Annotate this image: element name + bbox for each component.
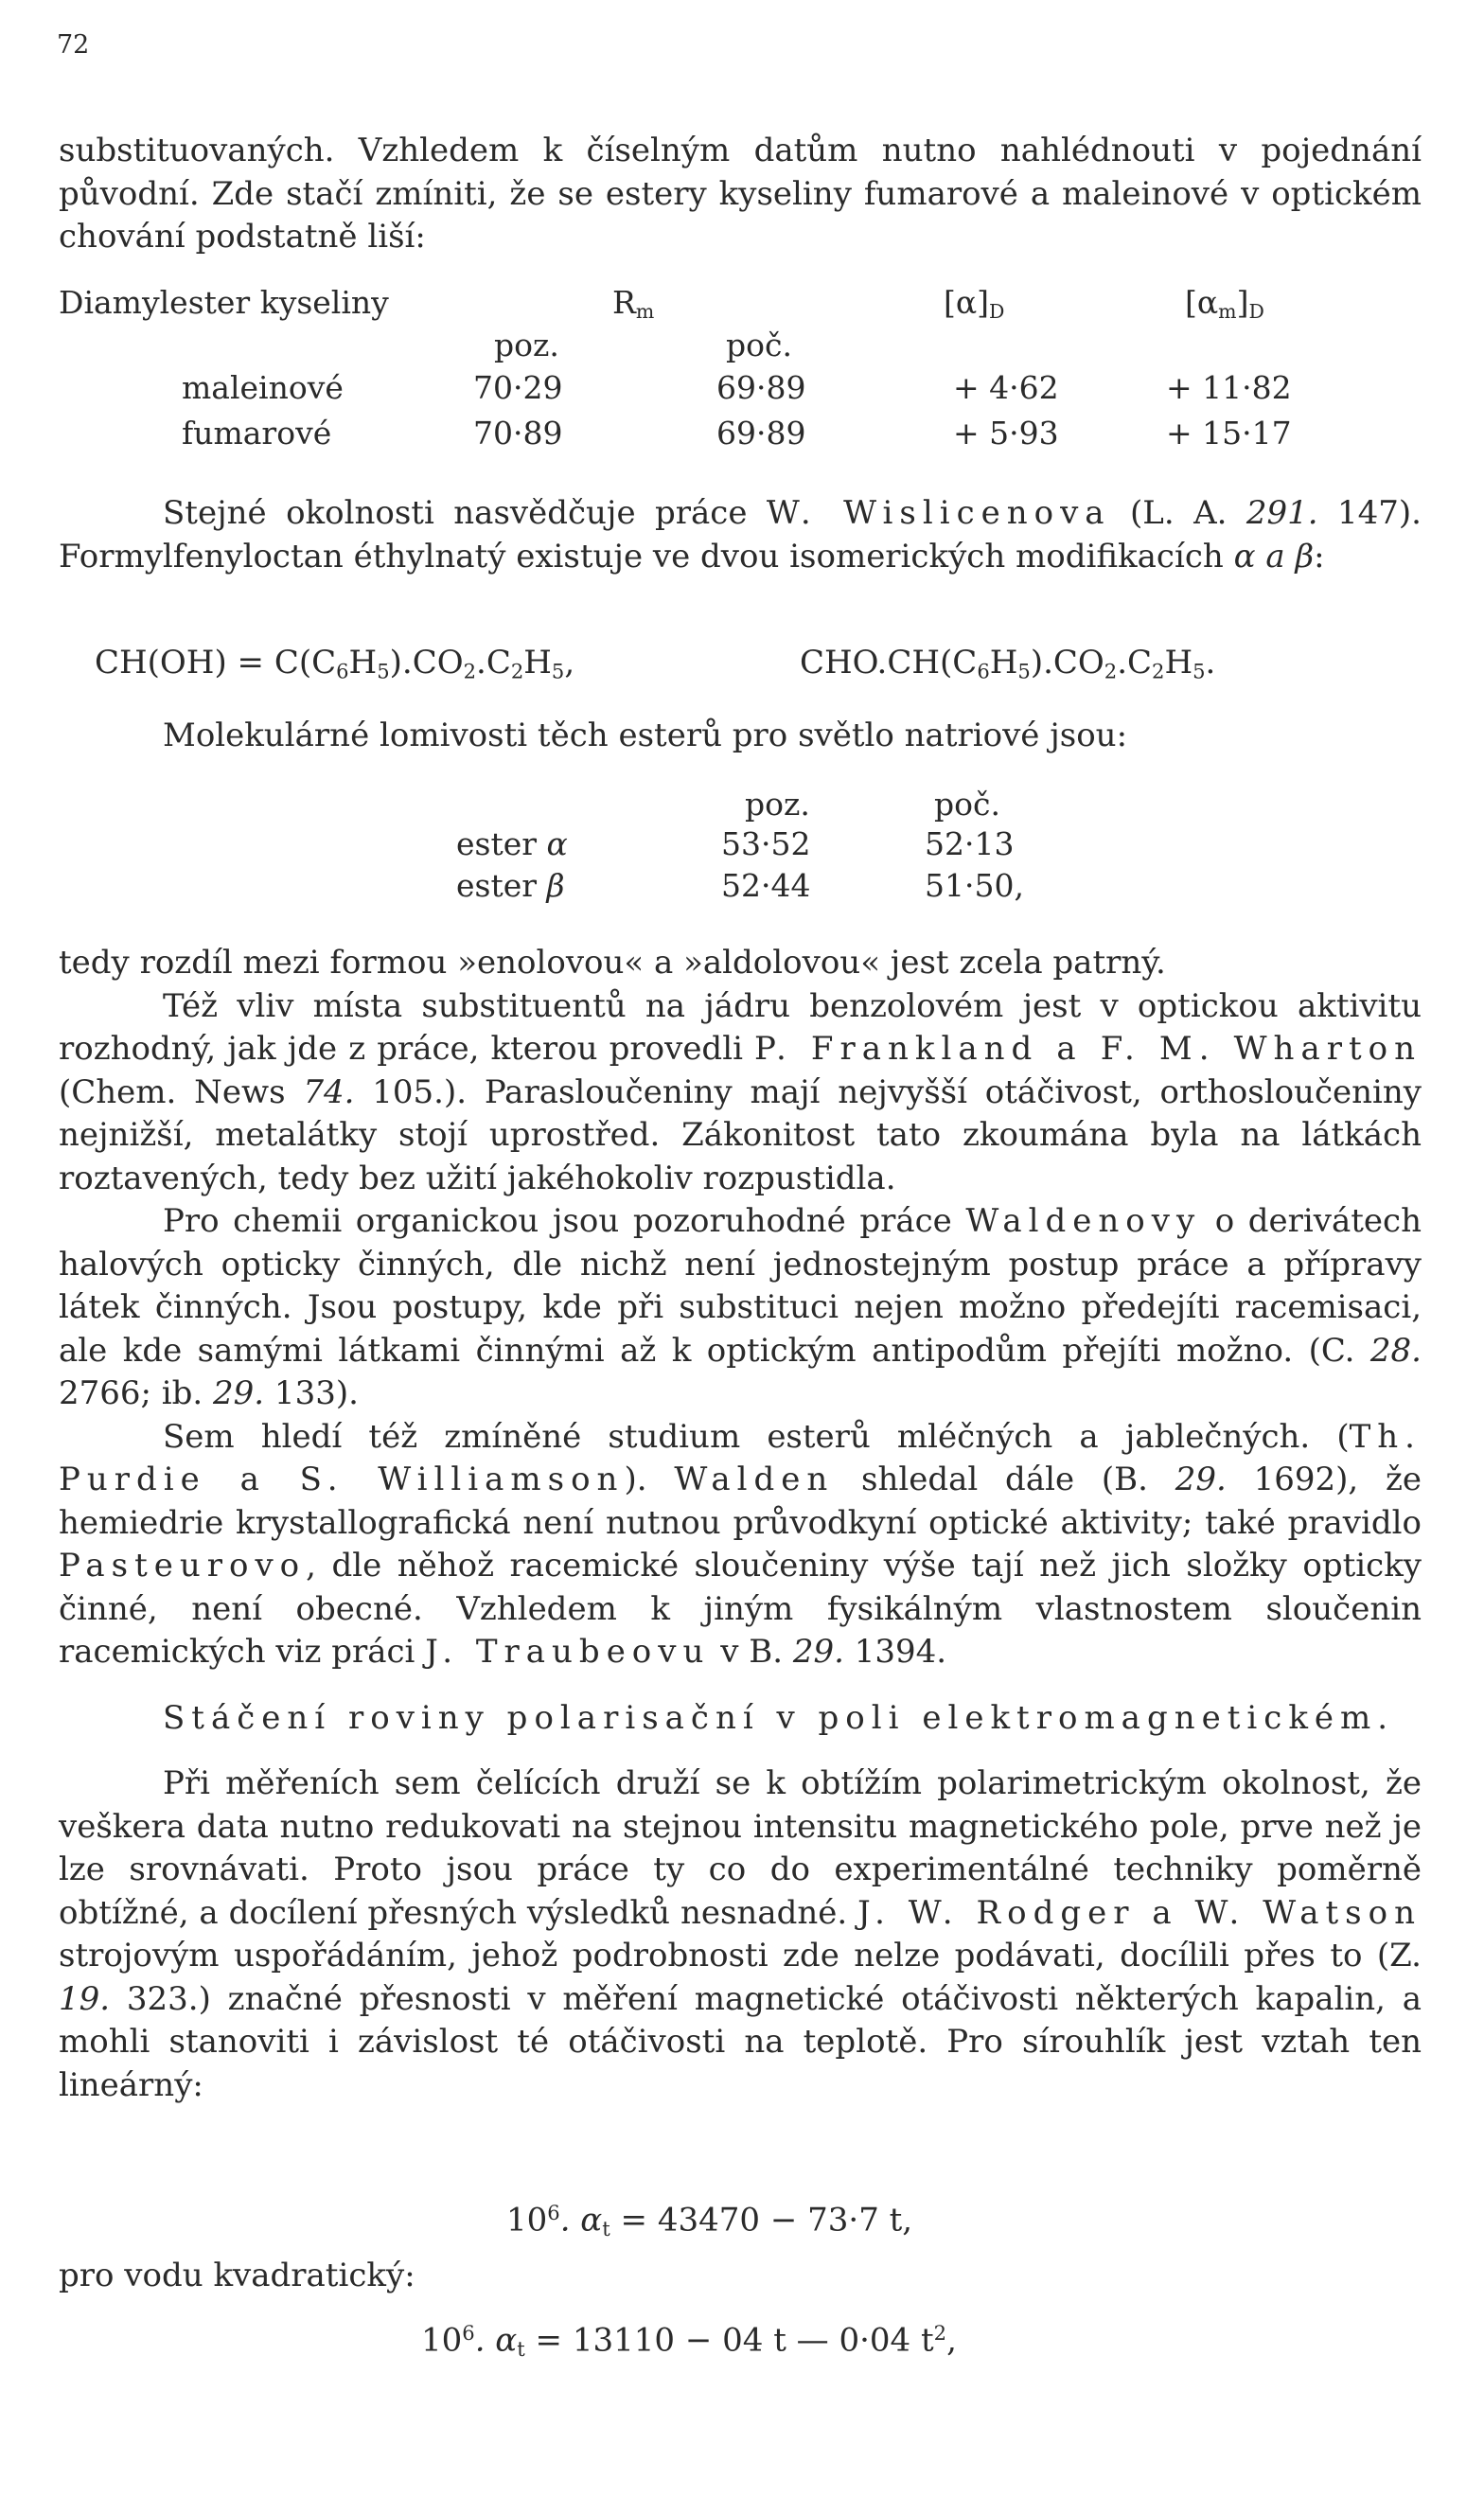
formula-enol: $CH(OH) = C(C_6H_5).CO_2.C_2H_5$, — [95, 644, 575, 683]
volume-number: 28. — [1369, 1331, 1422, 1370]
author-name: P. Frankland a F. M. Wharton — [754, 1030, 1422, 1068]
formula-water: $10^6$. $\alpha_t = 13110 - 04$ t — 0·04 $t^2$, — [421, 2321, 957, 2361]
paragraph-enol-aldol: tedy rozdíl mezi formou »enolovou« a »aldolovou« jest zcela patrný. — [59, 944, 1166, 982]
paragraph-refraction — [59, 715, 1422, 758]
subheader-calc: poč. — [726, 327, 792, 363]
row-name: fumarové — [182, 415, 332, 452]
row-found: 52·44 — [721, 867, 811, 904]
author-name: Walden — [674, 1461, 835, 1498]
paragraph-wislicenus — [59, 492, 1422, 578]
paragraph-text: substituovaných. Vzhledem k číselným datům nutno nahlédnouti v pojednání původní. Zde stačí zmíniti, že se estery kyseliny fumarové a maleinové v optickém chování podstatně liší: — [59, 132, 1422, 256]
diamylester-table — [59, 284, 1422, 473]
formula-aldol: $CHO.CH(C_6H_5).CO_2.C_2H_5$. — [800, 644, 1216, 683]
subheader-found: poz. — [494, 327, 559, 363]
refraction-table — [59, 786, 1422, 909]
volume-number: 29. — [1175, 1461, 1227, 1498]
column-header-alpha: $[\alpha]_D$ — [944, 284, 1005, 324]
row-calc: 52·13 — [925, 825, 1015, 862]
subheader-found: poz. — [745, 786, 810, 823]
volume-number: 74. — [303, 1072, 355, 1111]
row-found: 70·29 — [473, 369, 563, 406]
row-found: 70·89 — [473, 415, 563, 452]
table-row-header-label: Diamylester kyseliny — [59, 284, 389, 321]
row-calc: 51·50, — [925, 867, 1024, 904]
paragraph-text: pro vodu kvadratický: — [59, 2257, 415, 2294]
paragraph-water — [59, 2255, 1422, 2298]
text-flow — [59, 942, 1422, 2107]
row-name: ester β — [456, 867, 565, 904]
author-name: Pasteurovo — [59, 1547, 307, 1585]
author-name: J. Traubeovu — [425, 1633, 711, 1671]
volume-number: 291. — [1246, 494, 1318, 532]
formula-enol-aldol — [95, 644, 574, 682]
author-name: J. W. Rodger a W. Watson — [857, 1893, 1422, 1932]
paragraph-intro — [59, 130, 1422, 259]
page-number: 72 — [57, 30, 90, 60]
row-calc: 69·89 — [716, 369, 806, 406]
formula-carbon-disulfide: $10^6$. $\alpha_t = 43470 - 73\cdot 7$ t, — [506, 2201, 913, 2240]
author-name: Waldenovy — [965, 1202, 1202, 1240]
section-heading: Stáčení roviny polarisační v poli elektromagnetickém. — [163, 1698, 1395, 1737]
row-found: 53·52 — [721, 825, 811, 862]
row-alpha-m: + 15·17 — [1166, 415, 1292, 452]
paragraph-purdie: Sem hledí též zmíněné studium esterů mléčných a jablečných. (Th. Purdie a S. Williamson). Walden shledal dále (B. 29. 1692), že hemiedrie krystallografická není nutnou průvodkyní optické aktivity; také pravidlo Pasteurovo, dle něhož racemické sloučeniny výše tají než jich složky opticky činné, není obecné. Vzhledem k jiným fysikálným vlastnostem sloučenin racemických viz práci J. Traubeovu v B. 29. 1394. — [59, 1417, 1422, 1671]
subheader-calc: poč. — [934, 786, 1000, 823]
volume-number: 29. — [213, 1374, 265, 1412]
paragraph-walden: Pro chemii organickou jsou pozoruhodné práce Waldenovy o derivátech halových opticky činných, dle nichž není jednostejným postup práce a přípravy látek činných. Jsou postupy, kde při substituci nejen možno předejíti racemisaci, ale kde samými látkami činnými až k optickým antipodům přejíti možno. (C. 28. 2766; ib. 29. 133). — [59, 1202, 1422, 1412]
row-alpha: + 5·93 — [953, 415, 1059, 452]
author-name: W. Wislicenova — [766, 494, 1111, 532]
paragraph-text: Stejné okolnosti nasvědčuje práce W. Wislicenova (L. A. 291. 147). Formylfenyloctan éthylnatý existuje ve dvou isomerických modifikacích α a β: — [59, 494, 1422, 576]
row-alpha: + 4·62 — [953, 369, 1059, 406]
author-name: Th. Purdie a S. Williamson — [59, 1417, 1422, 1498]
volume-number: 19. — [59, 1979, 111, 2018]
paragraph-text: Molekulárné lomivosti těch esterů pro světlo natriové jsou: — [163, 717, 1128, 754]
row-alpha-m: + 11·82 — [1166, 369, 1292, 406]
volume-number: 29. — [792, 1633, 844, 1671]
column-header-rm: $R_m$ — [612, 284, 655, 324]
paragraph-frankland: Též vliv místa substituentů na jádru benzolovém jest v optickou aktivitu rozhodný, jak jde z práce, kterou provedli P. Frankland a F. M. Wharton (Chem. News 74. 105.). Parasloučeniny mají nejvyšší otáčivost, orthosloučeniny nejnižší, metalátky stojí uprostřed. Zákonitost tato zkoumána byla na látkách roztavených, tedy bez užití jakéhokoliv rozpustidla. — [59, 986, 1422, 1197]
row-calc: 69·89 — [716, 415, 806, 452]
paragraph-rodger: Při měřeních sem čelících druží se k obtížím polarimetrickým okolnost, že veškera data nutno redukovati na stejnou intensitu magnetického pole, prve než je lze srovnávati. Proto jsou práce ty co do experimentálné techniky poměrně obtížné, a docílení přesných výsledků nesnadné. J. W. Rodger a W. Watson strojovým uspořádáním, jehož podrobnosti zde nelze podávati, docílili přes to (Z. 19. 323.) značné přesnosti v měření magnetické otáčivosti některých kapalin, a mohli stanoviti i závislost té otáčivosti na teplotě. Pro sírouhlík jest vztah ten lineárný: — [59, 1764, 1422, 2104]
row-name: ester α — [456, 825, 568, 862]
row-name: maleinové — [182, 369, 344, 406]
column-header-alpha-m: $[\alpha_m]_D$ — [1185, 284, 1264, 324]
